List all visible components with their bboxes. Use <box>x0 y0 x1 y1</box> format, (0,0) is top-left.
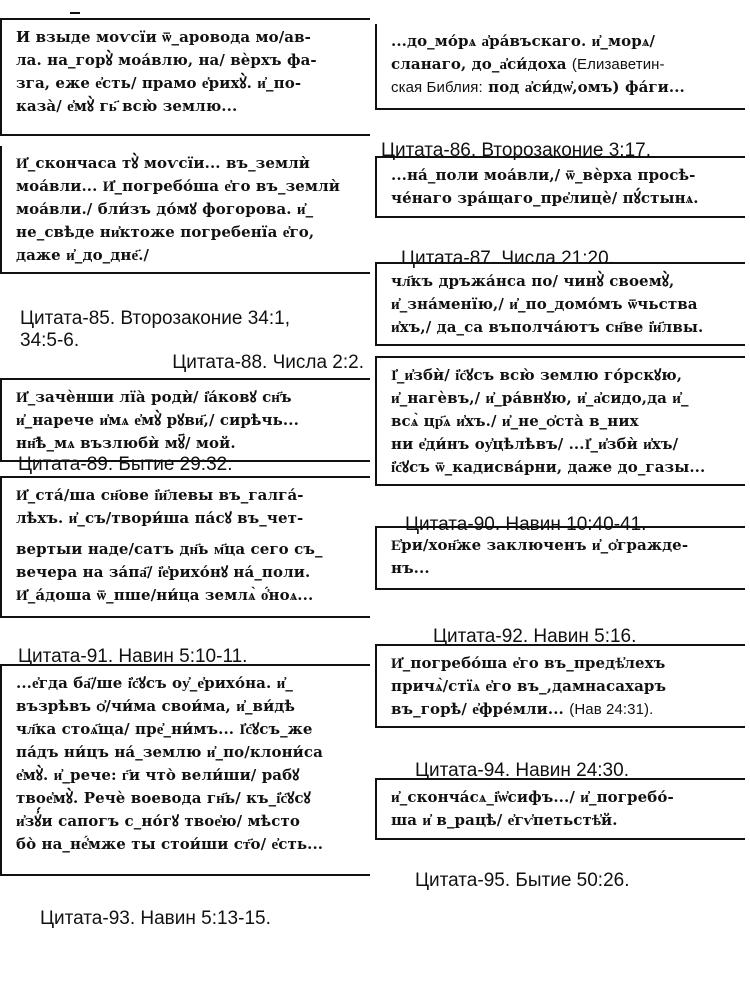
quote-text: Е҆ри/хон҃же заключенъ и҆_ѻ҆гражде- нъ... <box>391 536 689 577</box>
quote-text: ...на́_поли моа́вли,/ ѿ_вѐрха просѣ- че́наго зра́щаго_пре҆лицѐ/ пꙋ́стынѧ. <box>391 166 699 207</box>
quote-box-94 <box>375 644 745 728</box>
quote-box-86 <box>375 24 745 110</box>
quote-box-89 <box>0 378 370 462</box>
quote-box-91a <box>0 476 370 532</box>
quote-box-95 <box>375 778 745 840</box>
quote-text: И взыде моѵсїи ѿ_ароводa мо/ав- лa. на_горꙋ̀ моа́влю, на/ вѐрхъ фа- зга, еже е҆сть/ прамо е҆рихꙋ̀. и҆_по- каза̀/ е҆мꙋ̀ гь҃ всю̀ землю... <box>16 28 317 115</box>
quote-tail-text: под а҆си́дѡ҆,омъ) фа́ги... <box>488 78 685 96</box>
quote-text: ...е҆гда ба҃/ше і҆с҃ꙋсъ оу҆_е҆рихо́на. и҆_ възрѣвъ ѻ҆/чи́ма свои́ма, и҆_ви́дѣ чл҃ка стоѧ҃ща/ пре҆_ни́мъ... І҆с҃ꙋсъ_же па́дъ ни́цъ на́_землю и҆_по/клони́са е҆мꙋ̀. и҆_рече: г҃и что̀ вели́ши/ рабꙋ твое҆мꙋ̀. Речѐ воевода гн҃ь/ къ_і҆с҃ꙋсꙋ и҆зꙋ҆́и сапогъ с_но́гꙋ твое҆ю/ мѣсто бо̀ на_не҆́мже ты стои́ши ст҃о/ е҆сть... <box>16 674 324 853</box>
quote-plain-text: (Елизаветин- ская Библия: <box>391 56 665 96</box>
quote-church-text: ...до_мо́рѧ а҆ра́въскаго. и҆_морѧ/ сланаго, до_а҆си́доха <box>391 32 656 73</box>
quote-box-88 <box>375 262 745 346</box>
quote-box-92 <box>375 526 745 590</box>
caption-87 <box>375 218 745 269</box>
quote-box-93 <box>0 664 370 876</box>
quote-text: И҆_скончаса тꙋ̀ моѵсїи... въ_землѝ моа́вли... И҆_погребо́ша е҆го въ_землѝ моа́вли./ бли́зъ до́мꙋ фогорова. и҆_ не_свѣде ни҆ктоже погребенїа е҆го, даже и҆_до_дне҃./ <box>16 154 340 264</box>
quote-text: І҆_и҆збѝ/ і҆с҃ꙋсъ всю̀ землю го́рскꙋю, и҆_нагѐвъ,/ и҆_ра́внꙋю, и҆_а҆сидо,да и҆_ всѧ̀ цр҃ѧ и҆хъ./ и҆_не_ѻ҆ста̀ в_них ни е҆ди́нъ оу҆цѣлѣвъ/ ...І҆_и҆збѝ и҆хъ/ і҆с҃ꙋсъ ѿ_кадисва́рни, даже до_газы... <box>391 366 706 476</box>
caption-93 <box>0 876 370 938</box>
caption-90 <box>375 486 745 535</box>
quote-church-text: И҆_погребо́ша е҆го въ_предѣ҆лехъ причѧ̀/стїѧ е҆го въ_,дамнасахаръ въ_горѣ/ е҆фре́мли... <box>391 654 667 718</box>
quote-box-85b <box>0 146 370 274</box>
caption-text: Цитата-91. Навин 5:10-11. <box>18 646 248 667</box>
caption-86 <box>375 110 745 161</box>
caption-text: Цитата-85. Второзаконие 34:1, 34:5-6. <box>20 308 290 351</box>
caption-95 <box>375 840 745 900</box>
caption-text: Цитата-86. Второзаконие 3:17. <box>381 140 651 161</box>
right-column <box>375 0 745 900</box>
caption-text: Цитата-87. Числа 21:20. <box>401 248 614 269</box>
caption-text: Цитата-93. Навин 5:13-15. <box>40 908 271 929</box>
quote-text <box>391 30 737 99</box>
quote-box-91b <box>0 532 370 618</box>
caption-85 <box>0 274 370 378</box>
quote-box-87 <box>375 156 745 218</box>
caption-text: Цитата-89. Бытие 29:32. <box>18 454 233 475</box>
quote-text: И҆_ста́/ша сн҃ове і҆и҃левы въ_галга́- лѣхъ. и҆_съ/твори́ша па́сꙋ въ_чет- <box>16 486 304 527</box>
caption-94 <box>375 728 745 781</box>
caption-text: Цитата-90. Навин 10:40-41. <box>405 514 647 535</box>
caption-text-88: Цитата-88. Числа 2:2. <box>172 352 364 373</box>
quote-plain-text: (Нав 24:31). <box>569 701 654 718</box>
quote-text: чл҃къ дръжа́нса по/ чинꙋ̀ своемꙋ̀, и҆_зна́менїю,/ и҆_по_домо́мъ ѿчьства и҆хъ,/ да_са въполча́ютъ сн҃ве і҆и҃лвы. <box>391 272 704 336</box>
caption-92 <box>375 590 745 647</box>
quote-text <box>391 652 737 721</box>
quote-box-90 <box>375 356 745 486</box>
caption-91 <box>0 618 370 667</box>
quote-text: вертыи наде/сатъ дн҃ь м҃ца сего съ_ вечера на за́па҃/ і҆е҆рихо́нꙋ на́_поли. И҆_а́доша ѿ_пше/ни́ца землѧ̀ о҆́ноѧ... <box>16 540 323 604</box>
caption-text: Цитата-94. Навин 24:30. <box>415 760 629 781</box>
quote-box-85a <box>0 18 370 136</box>
left-column <box>0 0 370 938</box>
caption-text: Цитата-92. Навин 5:16. <box>433 626 637 647</box>
quote-text: и҆_сконча́сѧ_і҆ѡ҆сифъ.../ и҆_погребо́- ша и҆ в_рацѣ/ е҆гѵ҆петьстѣ҆й. <box>391 788 674 829</box>
caption-text: Цитата-95. Бытие 50:26. <box>415 870 630 891</box>
quote-text: И҆_зачѐнши лїа̀ родѝ/ і҆а́ковꙋ сн҃ъ и҆_нарече и҆мѧ е҆мꙋ̀ рꙋви҃,/ сирѣчь... нн҃ѣ_мѧ възлюбѝ мꙋ҃/ мой. <box>16 388 299 452</box>
